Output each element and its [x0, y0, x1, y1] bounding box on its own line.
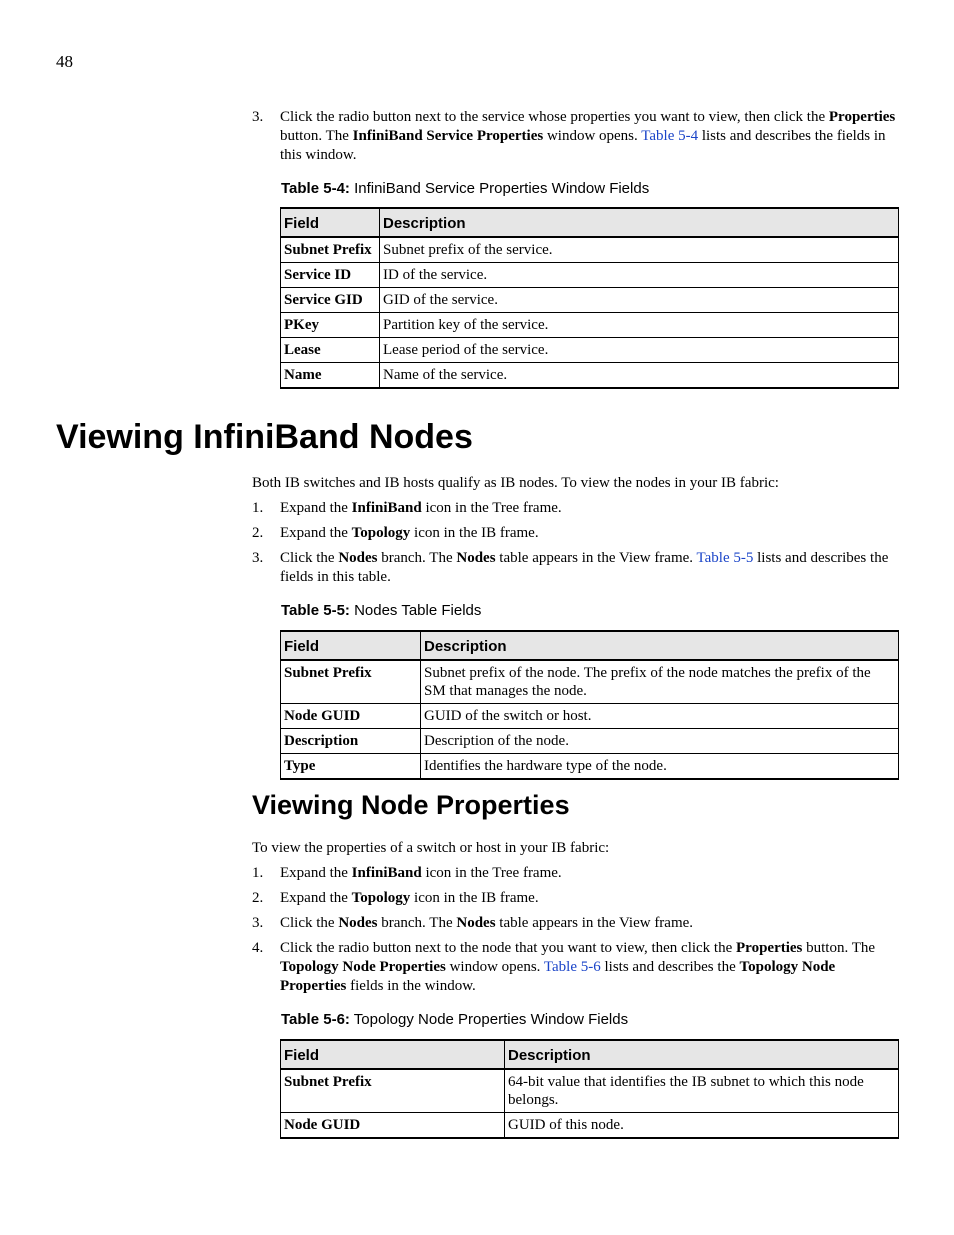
text-run: icon in the Tree frame. — [421, 500, 562, 516]
bold-text: Topology Node Properties — [280, 959, 446, 975]
step-number: 3. — [252, 109, 264, 125]
nodes-table — [280, 630, 899, 780]
text-run: lists and describes the fields in this table. — [280, 550, 889, 585]
description-cell: Name of the service. — [380, 363, 899, 389]
text-run: branch. The — [377, 915, 457, 931]
header-field: Field — [281, 208, 380, 237]
table-row — [281, 729, 899, 754]
table-row — [281, 660, 899, 704]
caption-label: Table 5-4: — [281, 180, 350, 197]
table-row — [281, 263, 899, 288]
field-cell: Service ID — [281, 263, 380, 288]
header-description: Description — [421, 631, 899, 660]
bold-text: InfiniBand — [351, 865, 422, 881]
table-caption — [281, 180, 649, 197]
step-number: 4. — [252, 940, 264, 956]
caption-text: InfiniBand Service Properties Window Fields — [349, 180, 650, 197]
description-cell: Description of the node. — [421, 729, 899, 754]
table-row — [281, 704, 899, 729]
header-description: Description — [380, 208, 899, 237]
bold-text: InfiniBand — [351, 500, 422, 516]
text-run: icon in the IB frame. — [410, 890, 539, 906]
table-row — [281, 754, 899, 780]
table-row — [281, 338, 899, 363]
bold-text: Properties — [828, 109, 896, 125]
step-3-click-nodes — [252, 549, 898, 587]
caption-label: Table 5-5: — [281, 602, 350, 619]
field-cell: Subnet Prefix — [281, 1069, 505, 1113]
bold-text: InfiniBand Service Properties — [352, 128, 544, 144]
bold-text: Nodes — [456, 915, 496, 931]
field-cell: Lease — [281, 338, 380, 363]
step-number: 1. — [252, 500, 264, 516]
caption-label: Table 5-6: — [281, 1011, 350, 1028]
step-2-expand-topology — [252, 524, 898, 543]
step-4-node-properties — [252, 939, 898, 996]
table-5-6-link[interactable]: Table 5-6 — [543, 959, 601, 975]
table-row — [281, 363, 899, 389]
table-caption — [281, 1011, 628, 1028]
topology-node-properties-table — [280, 1039, 899, 1139]
text-run: button. The — [802, 940, 876, 956]
header-field: Field — [281, 1040, 505, 1069]
text-run: Click the — [280, 550, 339, 566]
step-number: 2. — [252, 525, 264, 541]
text-run: Expand the — [280, 500, 352, 516]
table-row — [281, 1069, 899, 1113]
bold-text: Topology — [351, 525, 411, 541]
text-run: branch. The — [377, 550, 457, 566]
page-number: 48 — [56, 52, 73, 71]
step-text — [280, 939, 898, 996]
description-cell: GUID of the switch or host. — [421, 704, 899, 729]
text-run: icon in the Tree frame. — [421, 865, 562, 881]
field-cell: Type — [281, 754, 421, 780]
step-text — [280, 914, 898, 933]
heading-viewing-infiniband-nodes: Viewing InfiniBand Nodes — [56, 418, 473, 456]
field-cell: Service GID — [281, 288, 380, 313]
table-row — [281, 1113, 899, 1139]
description-cell: Partition key of the service. — [380, 313, 899, 338]
description-cell: Lease period of the service. — [380, 338, 899, 363]
description-cell: Subnet prefix of the service. — [380, 237, 899, 263]
table-row — [281, 288, 899, 313]
field-cell: Description — [281, 729, 421, 754]
table-header-row — [281, 631, 899, 660]
bold-text: Topology Node Properties — [280, 959, 836, 994]
step-text — [280, 864, 898, 883]
text-run: fields in the window. — [346, 978, 476, 994]
step-text — [280, 108, 898, 165]
field-cell: PKey — [281, 313, 380, 338]
field-cell: Name — [281, 363, 380, 389]
description-cell: GID of the service. — [380, 288, 899, 313]
intro-paragraph: Both IB switches and IB hosts qualify as IB nodes. To view the nodes in your IB fabric: — [252, 475, 779, 491]
table-5-4-link[interactable]: Table 5-4 — [641, 128, 699, 144]
text-run: table appears in the View frame. — [495, 550, 697, 566]
text-run: Expand the — [280, 865, 352, 881]
step-number: 1. — [252, 865, 264, 881]
description-cell: Subnet prefix of the node. The prefix of the node matches the prefix of the SM that manages the node. — [421, 660, 899, 704]
bold-text: Topology — [351, 890, 411, 906]
step-1-expand-infiniband — [252, 499, 898, 518]
step-text — [280, 524, 898, 543]
table-5-5-link[interactable]: Table 5-5 — [696, 550, 754, 566]
table-row — [281, 237, 899, 263]
heading-viewing-node-properties: Viewing Node Properties — [252, 790, 570, 820]
field-cell: Node GUID — [281, 704, 421, 729]
field-cell: Subnet Prefix — [281, 660, 421, 704]
caption-text: Nodes Table Fields — [349, 602, 482, 619]
step-number: 3. — [252, 915, 264, 931]
description-cell: GUID of this node. — [505, 1113, 899, 1139]
field-cell: Node GUID — [281, 1113, 505, 1139]
table-row — [281, 313, 899, 338]
description-cell: ID of the service. — [380, 263, 899, 288]
text-run: lists and describes the fields in this window. — [280, 128, 886, 163]
step-text — [280, 889, 898, 908]
step-3-service-properties — [252, 108, 898, 165]
field-cell: Subnet Prefix — [281, 237, 380, 263]
caption-text: Topology Node Properties Window Fields — [349, 1011, 629, 1028]
intro-paragraph: To view the properties of a switch or host in your IB fabric: — [252, 840, 610, 856]
text-run: Click the radio button next to the node that you want to view, then click the — [280, 940, 737, 956]
bold-text: Nodes — [456, 550, 496, 566]
text-run: window opens. — [543, 128, 642, 144]
text-run: lists and describes the — [600, 959, 740, 975]
table-header-row — [281, 208, 899, 237]
text-run: button. The — [280, 128, 353, 144]
header-description: Description — [505, 1040, 899, 1069]
text-run: table appears in the View frame. — [495, 915, 694, 931]
step-2-expand-topology — [252, 889, 898, 908]
description-cell: Identifies the hardware type of the node. — [421, 754, 899, 780]
description-cell: 64-bit value that identifies the IB subnet to which this node belongs. — [505, 1069, 899, 1113]
text-run: Expand the — [280, 525, 352, 541]
step-text — [280, 549, 898, 587]
bold-text: Nodes — [338, 915, 378, 931]
step-number: 2. — [252, 890, 264, 906]
table-header-row — [281, 1040, 899, 1069]
text-run: icon in the IB frame. — [410, 525, 539, 541]
text-run: window opens. — [445, 959, 544, 975]
step-number: 3. — [252, 550, 264, 566]
step-text — [280, 499, 898, 518]
header-field: Field — [281, 631, 421, 660]
bold-text: Properties — [736, 940, 803, 956]
text-run: Expand the — [280, 890, 352, 906]
service-properties-table — [280, 207, 899, 389]
table-caption — [281, 602, 481, 619]
text-run: Click the — [280, 915, 339, 931]
bold-text: Nodes — [338, 550, 378, 566]
step-3-click-nodes — [252, 914, 898, 933]
text-run: Click the radio button next to the service whose properties you want to view, then click the — [280, 109, 829, 125]
step-1-expand-infiniband — [252, 864, 898, 883]
